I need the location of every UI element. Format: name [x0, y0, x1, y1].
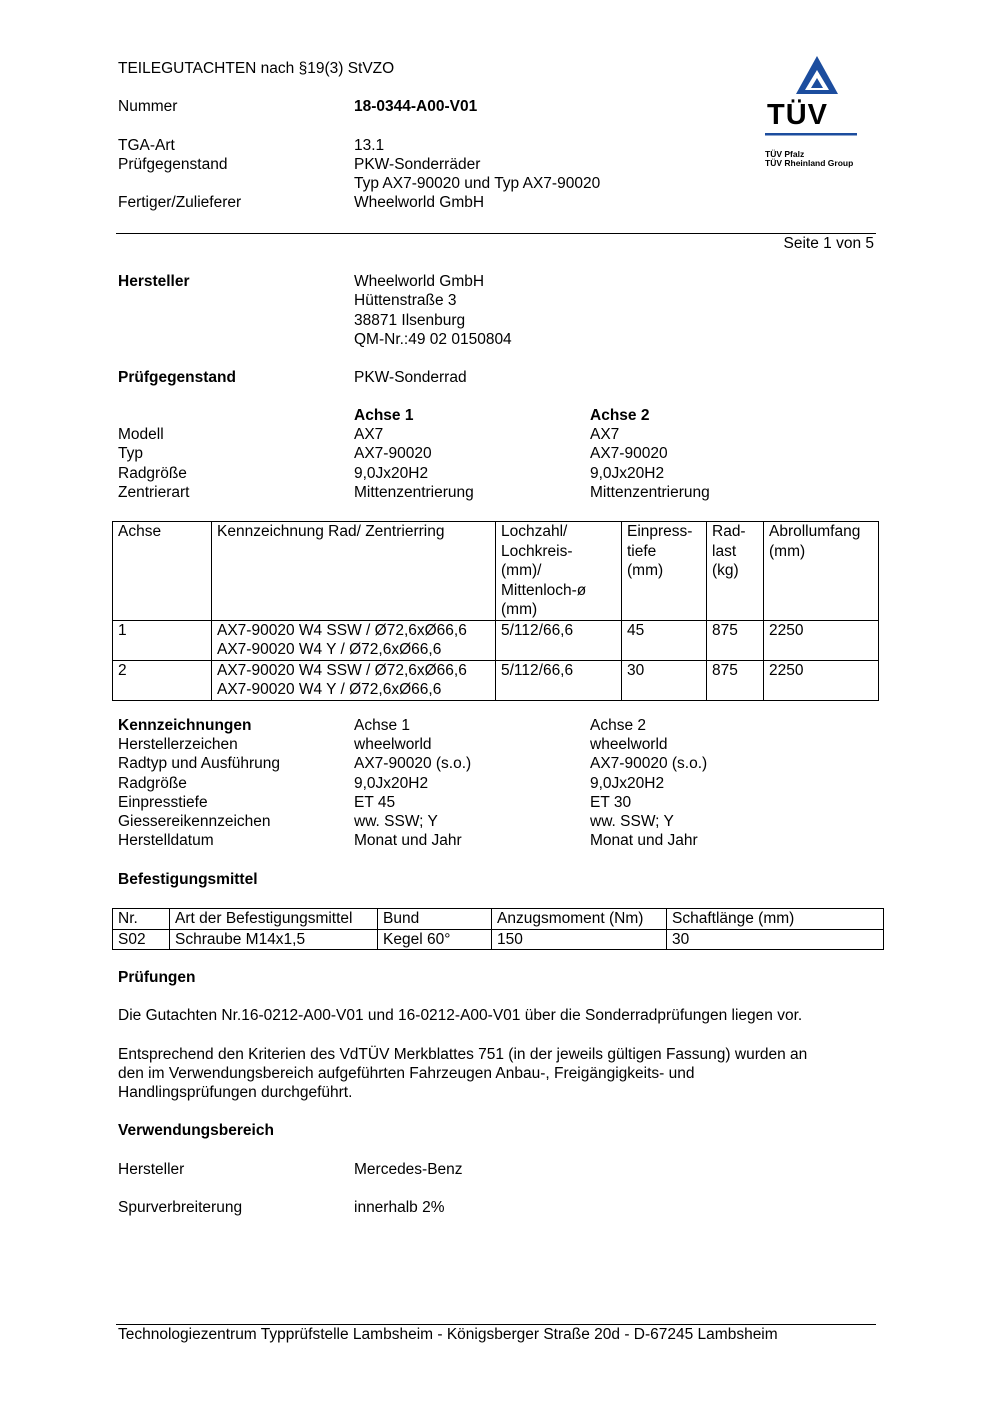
wheel-table [112, 521, 879, 701]
cell-kenn-line: AX7-90020 W4 SSW / Ø72,6xØ66,6 [217, 621, 467, 639]
marking-a1: ET 45 [354, 793, 396, 811]
axle-row [118, 444, 710, 463]
marking-a2: ww. SSW; Y [590, 812, 674, 830]
fastening-header [113, 909, 884, 930]
axle1-heading: Achse 1 [354, 407, 414, 424]
header-abroll-line: Abrollumfang [769, 523, 861, 540]
marking-row [118, 735, 707, 754]
marking-label: Herstellerzeichen [118, 736, 238, 754]
tests-title: Prüfungen [118, 969, 196, 986]
manufacturer-line: Wheelworld GmbH [354, 273, 485, 290]
tga-label: TGA-Art [118, 137, 175, 154]
number-value: 18-0344-A00-V01 [354, 98, 478, 115]
axle-row [118, 464, 710, 483]
marking-label: Radgröße [118, 774, 187, 792]
fastening-header-cell: Bund [378, 909, 492, 930]
marking-row [118, 812, 707, 831]
marking-a2: ET 30 [590, 793, 632, 811]
maker-label: Fertiger/Zulieferer [118, 194, 242, 211]
header-radlast-line: Rad- [712, 523, 746, 540]
header-kennzeichnung: Kennzeichnung Rad/ Zentrierring [212, 522, 496, 621]
marking-a1: AX7-90020 (s.o.) [354, 755, 472, 773]
marking-row [118, 754, 707, 773]
tests-paragraph-2-line: Handlingsprüfungen durchgeführt. [118, 1084, 353, 1101]
header-lochzahl-line: Lochzahl/ [501, 523, 568, 540]
header-einpress-line: (mm) [627, 562, 664, 579]
header-radlast-line: (kg) [712, 562, 739, 579]
marking-a2: AX7-90020 (s.o.) [590, 755, 708, 773]
header-einpress-line: Einpress- [627, 523, 693, 540]
cell-kenn-line: AX7-90020 W4 Y / Ø72,6xØ66,6 [217, 681, 442, 698]
footer-text: Technologiezentrum Typprüfstelle Lambsheim - Königsberger Straße 20d - D-67245 Lambsheim [118, 1326, 778, 1343]
fastening-title: Befestigungsmittel [118, 871, 258, 888]
manufacturer-line: QM-Nr.:49 02 0150804 [354, 331, 512, 348]
table-row [113, 660, 879, 700]
number-label: Nummer [118, 98, 178, 115]
marking-a2: wheelworld [590, 736, 668, 754]
wheel-table-header [113, 522, 879, 621]
cell-achse: 1 [113, 620, 212, 660]
header-abroll-line: (mm) [769, 542, 806, 560]
document-title: TEILEGUTACHTEN nach §19(3) StVZO [118, 60, 395, 77]
cell-abroll: 2250 [764, 660, 879, 700]
subject-value-type: Typ AX7-90020 und Typ AX7-90020 [354, 175, 601, 192]
tests-paragraph-1: Die Gutachten Nr.16-0212-A00-V01 und 16-0212-A00-V01 über die Sonderradprüfungen liegen vor. [118, 1007, 803, 1024]
header-lochzahl-line: Mittenloch-ø [501, 581, 587, 599]
header-lochzahl-line: (mm) [501, 601, 538, 618]
manufacturer-line: 38871 Ilsenburg [354, 312, 466, 329]
marking-label: Giessereikennzeichen [118, 812, 271, 830]
tuev-logo [760, 54, 870, 174]
marking-label: Radtyp und Ausführung [118, 755, 281, 773]
axle-row-a1: Mittenzentrierung [354, 483, 474, 501]
fastening-cell: Schraube M14x1,5 [170, 929, 378, 950]
marking-label: Einpresstiefe [118, 793, 208, 811]
fastening-header-cell: Schaftlänge (mm) [667, 909, 884, 930]
header-divider [116, 233, 876, 234]
tuev-logo-line1: TÜV Pfalz [765, 149, 805, 159]
maker-value: Wheelworld GmbH [354, 194, 485, 211]
axle-row-label: Modell [118, 426, 164, 444]
markings-axle1-heading: Achse 1 [354, 717, 411, 734]
markings-block [118, 716, 707, 850]
markings-axle2-heading: Achse 2 [590, 717, 647, 734]
cell-kennzeichnung [212, 660, 496, 700]
cell-achse: 2 [113, 660, 212, 700]
cell-lochzahl: 5/112/66,6 [496, 660, 622, 700]
usage-maker-label: Hersteller [118, 1161, 185, 1178]
tests-paragraph-2-line: den im Verwendungsbereich aufgeführten Fahrzeugen Anbau-, Freigängigkeits- und [118, 1065, 695, 1082]
subject-label: Prüfgegenstand [118, 156, 228, 173]
fastening-cell: 150 [492, 929, 667, 950]
axle-row-a1: AX7-90020 [354, 445, 432, 463]
axles-block [118, 406, 710, 502]
axle2-heading: Achse 2 [590, 407, 650, 424]
test-object-value: PKW-Sonderrad [354, 369, 467, 386]
cell-kenn-line: AX7-90020 W4 Y / Ø72,6xØ66,6 [217, 641, 442, 658]
axle-row-label: Zentrierart [118, 483, 190, 501]
header-abrollumfang [764, 522, 879, 621]
tuev-logo-line2: TÜV Rheinland Group [765, 158, 854, 168]
cell-einpress: 30 [622, 660, 707, 700]
header-radlast-line: last [712, 542, 737, 560]
header-radlast [707, 522, 764, 621]
axle-row-a2: AX7-90020 [590, 445, 668, 463]
usage-title: Verwendungsbereich [118, 1122, 274, 1139]
marking-a2: 9,0Jx20H2 [590, 774, 665, 792]
cell-abroll: 2250 [764, 620, 879, 660]
cell-radlast: 875 [707, 620, 764, 660]
axle-row-label: Typ [118, 445, 143, 463]
marking-row [118, 831, 707, 850]
header-lochzahl-line: (mm)/ [501, 562, 542, 579]
marking-row [118, 774, 707, 793]
axle-row-a2: Mittenzentrierung [590, 483, 710, 501]
test-object-label: Prüfgegenstand [118, 369, 236, 386]
markings-title: Kennzeichnungen [118, 717, 252, 734]
fastening-header-cell: Art der Befestigungsmittel [170, 909, 378, 930]
fastening-header-cell: Nr. [113, 909, 170, 930]
marking-row [118, 793, 707, 812]
axle-row-a2: AX7 [590, 426, 620, 444]
manufacturer-line: Hüttenstraße 3 [354, 292, 457, 309]
axle-row-a1: AX7 [354, 426, 384, 444]
tuev-logo-text: TÜV [767, 99, 828, 131]
fastening-header-cell: Anzugsmoment (Nm) [492, 909, 667, 930]
marking-a1: ww. SSW; Y [354, 812, 438, 830]
axle-row [118, 483, 710, 502]
cell-kennzeichnung [212, 620, 496, 660]
axle-row-label: Radgröße [118, 464, 187, 482]
table-row [113, 620, 879, 660]
fastening-cell: S02 [113, 929, 170, 950]
cell-einpress: 45 [622, 620, 707, 660]
fastening-cell: Kegel 60° [378, 929, 492, 950]
header-achse: Achse [113, 522, 212, 621]
marking-a1: wheelworld [354, 736, 432, 754]
cell-lochzahl: 5/112/66,6 [496, 620, 622, 660]
marking-a2: Monat und Jahr [590, 832, 698, 850]
header-lochzahl-line: Lochkreis- [501, 542, 573, 560]
cell-radlast: 875 [707, 660, 764, 700]
page-number: Seite 1 von 5 [783, 235, 874, 252]
fastening-table [112, 908, 884, 950]
axle-row-a2: 9,0Jx20H2 [590, 464, 665, 482]
cell-kenn-line: AX7-90020 W4 SSW / Ø72,6xØ66,6 [217, 661, 467, 679]
usage-maker-value: Mercedes-Benz [354, 1161, 463, 1178]
usage-track-label: Spurverbreiterung [118, 1199, 243, 1216]
subject-value: PKW-Sonderräder [354, 156, 481, 173]
usage-track-value: innerhalb 2% [354, 1199, 445, 1216]
table-row [113, 929, 884, 950]
axle-row-a1: 9,0Jx20H2 [354, 464, 429, 482]
tga-value: 13.1 [354, 137, 385, 154]
marking-label: Herstelldatum [118, 832, 214, 850]
header-einpresstiefe [622, 522, 707, 621]
header-lochzahl [496, 522, 622, 621]
marking-a1: Monat und Jahr [354, 832, 462, 850]
marking-a1: 9,0Jx20H2 [354, 774, 429, 792]
axle-row [118, 425, 710, 444]
fastening-cell: 30 [667, 929, 884, 950]
manufacturer-label: Hersteller [118, 273, 190, 290]
tests-paragraph-2-line: Entsprechend den Kriterien des VdTÜV Merkblattes 751 (in der jeweils gültigen Fassung) wurden an [118, 1046, 808, 1063]
header-einpress-line: tiefe [627, 542, 657, 560]
